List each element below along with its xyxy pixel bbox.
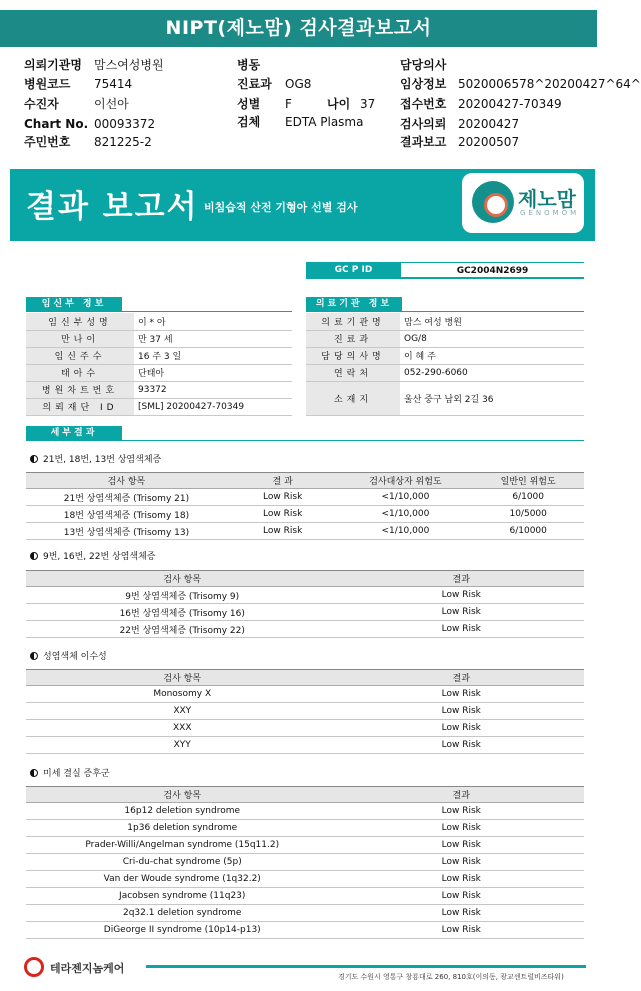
table-cell: Low Risk <box>338 604 584 621</box>
table-cell: Low Risk <box>338 871 584 888</box>
table-cell: Low Risk <box>338 922 584 939</box>
banner-title: 결과 보고서 <box>26 189 199 225</box>
table-cell: DiGeorge II syndrome (10p14-p13) <box>26 922 338 939</box>
table-row <box>26 686 584 703</box>
gcpid-value: GC2004N2699 <box>401 262 584 279</box>
info-row <box>26 313 292 330</box>
info-row <box>306 347 584 364</box>
table-row <box>26 703 584 720</box>
table-cell: 21번 상염색체증 (Trisomy 21) <box>26 489 227 506</box>
header-row <box>24 75 132 93</box>
info-key: 담당의사명 <box>306 347 400 364</box>
report-title: NIPT(제노맘) 검사결과보고서 <box>0 10 597 47</box>
table-cell: Low Risk <box>338 686 584 703</box>
info-row <box>306 381 584 415</box>
patient-info-table <box>26 313 292 416</box>
table-cell: <1/10,000 <box>338 506 472 523</box>
info-key: 연락처 <box>306 364 400 381</box>
table-cell: Low Risk <box>338 587 584 604</box>
info-value: [SML] 20200427-70349 <box>134 398 292 415</box>
table-cell: 6/10000 <box>472 523 584 540</box>
table-row <box>26 837 584 854</box>
header-row <box>400 75 641 93</box>
age-value: 37 <box>360 97 376 111</box>
info-value: 052-290-6060 <box>400 364 584 381</box>
section3-table <box>26 669 584 754</box>
table-row <box>26 587 584 604</box>
header-key: 병원코드 <box>24 77 71 91</box>
hospital-info-tag: 의료기관 정보 <box>306 297 402 312</box>
table-cell: 13번 상염색체증 (Trisomy 13) <box>26 523 227 540</box>
table-cell: Cri-du-chat syndrome (5p) <box>26 854 338 871</box>
table-cell: 9번 상염색체증 (Trisomy 9) <box>26 587 338 604</box>
table-cell: 16p12 deletion syndrome <box>26 803 338 820</box>
header-value: OG8 <box>285 77 312 91</box>
header-key: 검사의뢰 <box>400 117 447 131</box>
detail-results-tag: 세부결과 <box>26 426 122 441</box>
gcpid-label: GC P ID <box>306 262 401 279</box>
header-value: 20200427-70349 <box>458 97 562 111</box>
info-row <box>26 381 292 398</box>
info-value: 이 * 아 <box>134 313 292 330</box>
table-cell: Monosomy X <box>26 686 338 703</box>
header-value: 이선아 <box>94 97 129 111</box>
info-value: 울산 중구 남외 2길 36 <box>400 381 584 415</box>
header-value: 맘스여성병원 <box>94 58 164 72</box>
info-value: OG/8 <box>400 330 584 347</box>
table-cell: Low Risk <box>227 523 339 540</box>
table-cell: Low Risk <box>338 803 584 820</box>
info-key: 태아수 <box>26 364 134 381</box>
gcpid-bar <box>306 262 584 279</box>
result-banner <box>10 169 595 241</box>
header-value: 5020006578^20200427^64^ <box>458 77 641 91</box>
section1-table <box>26 472 584 540</box>
table-cell: XXY <box>26 703 338 720</box>
info-key: 의뢰재단 ID <box>26 398 134 415</box>
table-cell: <1/10,000 <box>338 523 472 540</box>
info-value: 만 37 세 <box>134 330 292 347</box>
table-row <box>26 604 584 621</box>
column-header: 검사대상자 위험도 <box>338 473 472 489</box>
column-header: 결 과 <box>227 473 339 489</box>
table-cell: Low Risk <box>338 737 584 754</box>
patient-info-tag: 임신부 정보 <box>26 297 122 312</box>
header-key: 접수번호 <box>400 97 447 111</box>
section2-heading: 9번, 16번, 22번 상염색체증 <box>30 549 156 562</box>
table-cell: XXX <box>26 720 338 737</box>
table-row <box>26 621 584 638</box>
header-row <box>24 95 129 113</box>
table-cell: XYY <box>26 737 338 754</box>
table-row <box>26 803 584 820</box>
table-cell: 2q32.1 deletion syndrome <box>26 905 338 922</box>
company-address: 경기도 수원시 영통구 창룡대로 260, 810호(이의동, 광교센트럴비즈타워) <box>338 973 564 981</box>
info-key: 의료기관명 <box>306 313 400 330</box>
info-key: 임신주수 <box>26 347 134 364</box>
table-row <box>26 871 584 888</box>
table-cell: Low Risk <box>338 820 584 837</box>
table-cell: <1/10,000 <box>338 489 472 506</box>
info-row <box>26 347 292 364</box>
header-key: 담당의사 <box>400 58 447 72</box>
info-row <box>306 313 584 330</box>
info-key: 소재지 <box>306 381 400 415</box>
info-value: 이 혜 주 <box>400 347 584 364</box>
header-key: 의뢰기관명 <box>24 58 82 72</box>
genomom-logo <box>462 173 584 233</box>
header-row <box>237 113 363 131</box>
table-cell: Low Risk <box>338 888 584 905</box>
table-cell: Van der Woude syndrome (1q32.2) <box>26 871 338 888</box>
logo-text: 제노맘 <box>518 187 576 211</box>
section4-heading: 미세 결실 증후군 <box>30 766 110 779</box>
header-value: 821225-2 <box>94 135 152 149</box>
column-header: 검사 항목 <box>26 571 338 587</box>
header-value: 20200507 <box>458 135 520 149</box>
table-cell: Jacobsen syndrome (11q23) <box>26 888 338 905</box>
age-field <box>327 95 375 113</box>
table-cell: Low Risk <box>227 489 339 506</box>
table-row <box>26 888 584 905</box>
table-cell: Low Risk <box>338 720 584 737</box>
table-cell: 22번 상염색체증 (Trisomy 22) <box>26 621 338 638</box>
header-value: 20200427 <box>458 117 520 131</box>
table-cell: 6/1000 <box>472 489 584 506</box>
table-cell: Low Risk <box>338 837 584 854</box>
table-row <box>26 506 584 523</box>
header-row <box>237 56 285 74</box>
column-header: 일반인 위험도 <box>472 473 584 489</box>
header-row <box>24 56 164 74</box>
header-value: F <box>285 97 292 111</box>
table-row <box>26 737 584 754</box>
header-key: 검체 <box>237 115 261 129</box>
table-cell: Prader-Willi/Angelman syndrome (15q11.2) <box>26 837 338 854</box>
company-name: 테라젠지놈케어 <box>50 962 125 975</box>
age-label: 나이 <box>327 97 351 111</box>
info-row <box>26 398 292 415</box>
section1-heading: 21번, 18번, 13번 상염색체증 <box>30 452 161 465</box>
header-row <box>24 115 155 133</box>
section3-heading: 성염색체 이수성 <box>30 649 107 662</box>
header-key: 병동 <box>237 58 261 72</box>
info-key: 만나이 <box>26 330 134 347</box>
info-row <box>26 364 292 381</box>
info-key: 병원차트번호 <box>26 381 134 398</box>
info-value: 16 주 3 일 <box>134 347 292 364</box>
info-key: 임신부성명 <box>26 313 134 330</box>
table-cell: Low Risk <box>227 506 339 523</box>
table-row <box>26 720 584 737</box>
column-header: 결과 <box>338 571 584 587</box>
section4-table <box>26 786 584 939</box>
info-row <box>306 330 584 347</box>
column-header: 결과 <box>338 787 584 803</box>
info-row <box>26 330 292 347</box>
header-key: 성별 <box>237 97 261 111</box>
logo-subtext: GENOMOM <box>520 209 580 217</box>
info-value: 맘스 여성 병원 <box>400 313 584 330</box>
header-row <box>400 56 458 74</box>
table-cell: 1p36 deletion syndrome <box>26 820 338 837</box>
table-cell: 16번 상염색체증 (Trisomy 16) <box>26 604 338 621</box>
info-row <box>306 364 584 381</box>
table-cell: Low Risk <box>338 854 584 871</box>
table-cell: Low Risk <box>338 621 584 638</box>
column-header: 검사 항목 <box>26 473 227 489</box>
table-row <box>26 854 584 871</box>
terragen-logo-icon <box>24 957 44 977</box>
table-row <box>26 905 584 922</box>
info-value: 93372 <box>134 381 292 398</box>
header-key: 결과보고 <box>400 135 447 149</box>
table-cell: 18번 상염색체증 (Trisomy 18) <box>26 506 227 523</box>
column-header: 결과 <box>338 670 584 686</box>
header-key: Chart No. <box>24 117 89 131</box>
table-cell: Low Risk <box>338 905 584 922</box>
header-key: 주민번호 <box>24 135 71 149</box>
column-header: 검사 항목 <box>26 787 338 803</box>
table-row <box>26 820 584 837</box>
table-cell: Low Risk <box>338 703 584 720</box>
header-row <box>400 133 519 151</box>
banner-subtitle: 비침습적 산전 기형아 선별 검사 <box>204 201 358 214</box>
table-row <box>26 922 584 939</box>
header-row <box>400 115 519 133</box>
header-row <box>237 95 292 113</box>
header-key: 진료과 <box>237 77 272 91</box>
header-row <box>400 95 562 113</box>
header-row <box>24 133 152 151</box>
header-value: 75414 <box>94 77 133 91</box>
header-value: 00093372 <box>94 117 156 131</box>
hospital-info-table <box>306 313 584 416</box>
info-key: 진료과 <box>306 330 400 347</box>
header-value: EDTA Plasma <box>285 115 364 129</box>
genomom-logo-icon <box>472 181 514 223</box>
table-row <box>26 523 584 540</box>
info-value: 단태아 <box>134 364 292 381</box>
header-row <box>237 75 311 93</box>
column-header: 검사 항목 <box>26 670 338 686</box>
table-row <box>26 489 584 506</box>
header-key: 임상정보 <box>400 77 447 91</box>
header-key: 수진자 <box>24 97 59 111</box>
table-cell: 10/5000 <box>472 506 584 523</box>
section2-table <box>26 570 584 638</box>
